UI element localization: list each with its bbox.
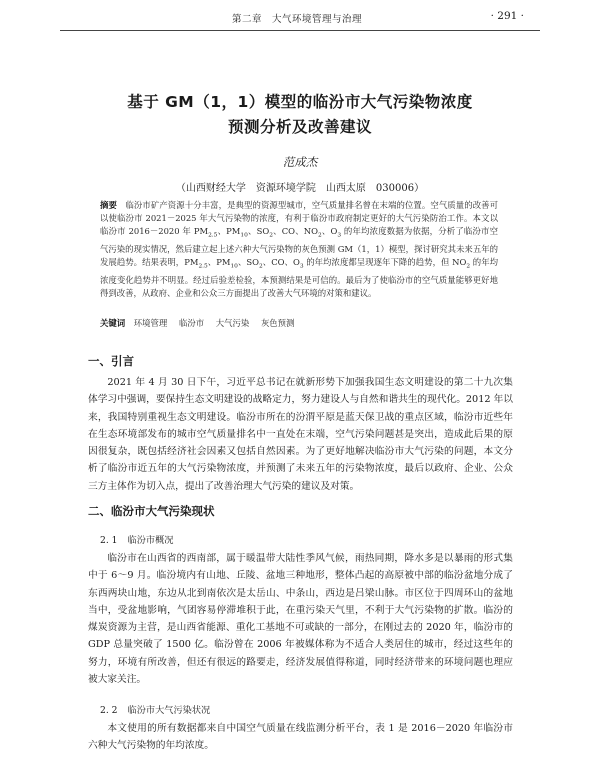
abstract-text: 、PM xyxy=(207,257,231,268)
keyword: 临汾市 xyxy=(178,318,205,328)
pollution-status-paragraph: 本文使用的所有数据都来自中国空气质量在线监测分析平台，表 1 是 2016－2020 年临汾市六种大气污染物的年均浓度。 xyxy=(88,723,513,752)
author-affiliation: （山西财经大学 资源环境学院 山西太原 030006） xyxy=(175,183,425,194)
section-heading-air-pollution-status: 二、临汾市大气污染现状 xyxy=(88,504,215,518)
subscript: 3 xyxy=(337,232,342,239)
subscript: 2 xyxy=(466,263,471,270)
keywords xyxy=(100,317,500,329)
abstract-text: 、CO、NO xyxy=(272,226,318,237)
abstract-text: 、SO xyxy=(247,226,270,237)
section-heading-introduction: 一、引言 xyxy=(88,354,134,368)
paper-title-line2: 预测分析及改善建议 xyxy=(227,118,372,136)
abstract-text: 、O xyxy=(321,226,338,237)
abstract-label: 摘要 xyxy=(100,200,117,210)
abstract-text: 的年均浓度数据为依据，分析了临汾市空气污染的现实情况，然后建立起上述六种大气污染物的灰色预测 GM（1，1）模型，探讨研究其未来五年的发展趋势。结果表明，PM xyxy=(100,226,499,268)
chapter-title: 第二章 大气环境管理与治理 xyxy=(232,14,363,25)
keyword: 大气污染 xyxy=(215,318,250,328)
subscript: 2.5 xyxy=(208,232,218,239)
overview-paragraph: 临汾市在山西省的西南部，属于暖温带大陆性季风气候，雨热同期，降水多是以暴雨的形式集中于 6～9 月。临汾境内有山地、丘陵、盆地三种地形，整体凸起的高原被中部的临汾盆地分成了东西两块山地，东边从北到南依次是太岳山、中条山，西边是吕梁山脉。市区位于四周环山的盆地当中，受盆地影响，气团容易停滞堆积于此，在重污染天气里，不利于大气污染物的扩散。临汾的煤炭资源为主营，是山西省能源、重化工基地不可或缺的一部分，在刚过去的 2020 年，临汾市的 GDP 总量突破了 1500 亿。临汾曾在 2006 年被媒体称为不适合人类居住的城市，经过这些年的努力，环境有所改善，但还有很远的路要走，经济发展值得称道，同时经济带来的环境问题也理应被大家关注。 xyxy=(88,553,513,686)
subscript: 10 xyxy=(230,263,238,270)
subsection-number: 2. 2 xyxy=(100,705,118,716)
keywords-label: 关键词 xyxy=(100,318,126,328)
running-header xyxy=(0,0,600,32)
subscript: 2 xyxy=(269,232,273,239)
subscript: 2.5 xyxy=(198,263,208,270)
page-number: · 291 · xyxy=(490,10,524,22)
subsection-number: 2. 1 xyxy=(100,535,118,546)
abstract-text: 、SO xyxy=(237,257,259,268)
subscript: 10 xyxy=(240,232,248,239)
abstract-text: 、CO、O xyxy=(262,257,300,268)
author-name: 范成杰 xyxy=(282,155,318,169)
subsection-heading-pollution-status xyxy=(100,702,210,716)
abstract-text: 、PM xyxy=(217,226,241,237)
abstract xyxy=(100,199,498,300)
keyword: 灰色预测 xyxy=(260,318,295,328)
subsection-title: 临汾市大气污染状况 xyxy=(127,705,211,716)
abstract-text: 的年均浓度都呈现逐年下降的趋势，但 NO xyxy=(303,257,467,268)
subscript: 3 xyxy=(299,263,304,270)
subscript: 2 xyxy=(259,263,263,270)
paper-title-line1: 基于 GM（1，1）模型的临汾市大气污染物浓度 xyxy=(127,93,473,111)
abstract-text: 的年均浓度变化趋势并不明显。经过后验差检验，本预测结果是可信的。最后为了使临汾市的空气质量能够更好地得到改善，从政府、企业和公众三方面提出了改善大气环境的对策和建议。 xyxy=(100,257,498,298)
subsection-heading-overview xyxy=(100,532,173,546)
subsection-title: 临汾市概况 xyxy=(127,535,174,546)
header-divider xyxy=(60,30,540,31)
subscript: 2 xyxy=(317,232,322,239)
keyword: 环境管理 xyxy=(133,318,168,328)
abstract-text: 临汾市矿产资源十分丰富，是典型的资源型城市，空气质量排名曾在末端的位置。空气质量的改善可以使临汾市 2021－2025 年大气污染物的浓度，有利于临汾市政府制定更好的大气污染防治工作。本文以临汾市 2016－2020 年 PM xyxy=(100,200,499,237)
introduction-paragraph: 2021 年 4 月 30 日下午，习近平总书记在就新形势下加强我国生态文明建设的第二十九次集体学习中强调，要保持生态文明建设的战略定力，努力建设人与自然和谐共生的现代化。2012 年以来，我国特别重视生态文明建设。临汾市所在的汾渭平原是蓝天保卫战的重点区域，临汾市近些年在生态环境部发布的城市空气质量排名中一直处在末端，空气污染问题甚是突出，造成此后果的原因很复杂，既包括经济社会因素又包括自然因素。为了更好地解决临汾市大气污染的问题，本文分析了临汾市近五年的大气污染物浓度，并预测了未来五年的污染物浓度，最后以政府、企业、公众三方主体作为切入点，提出了改善治理大气污染的建议及对策。 xyxy=(88,377,513,492)
